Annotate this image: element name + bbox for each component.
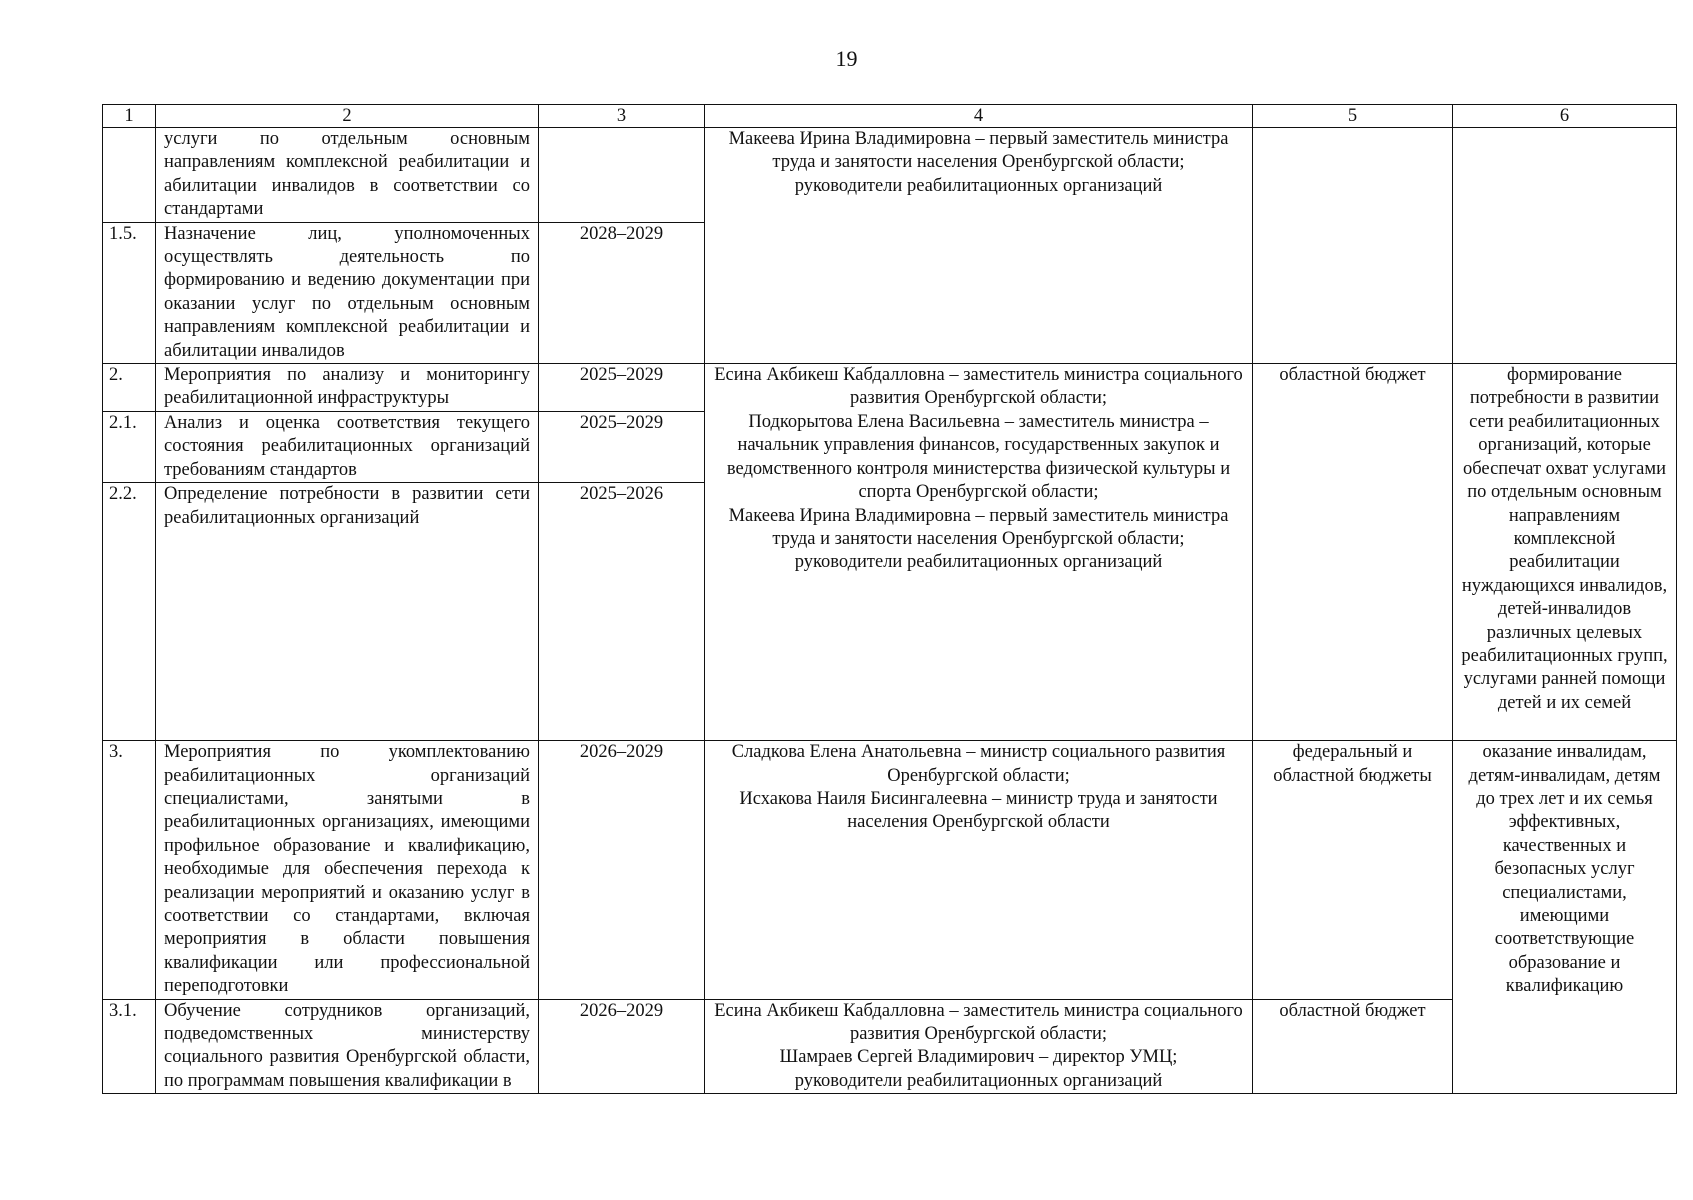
measure-years: 2026–2029 [539,999,705,1094]
funding-source [1253,128,1453,364]
column-header-4: 4 [705,105,1253,128]
row-number: 3.1. [103,999,156,1094]
measure-description: Назначение лиц, уполномоченных осуществлять деятельность по формированию и ведению документации при оказании услуг по отдельным основным направлениям комплексной реабилитации и абилитации инвалидов [156,222,539,363]
responsible-persons: Есина Акбикеш Кабдалловна – заместитель министра социального развития Оренбургской области; Подкорытова Елена Васильевна – заместитель министра – начальник управления финансов, государственных закупок и ведомственного контроля министерства физической культуры и спорта Оренбургской области; Макеева Ирина Владимировна – первый заместитель министра труда и занятости населения Оренбургской области; руководители реабилитационных организаций [705,364,1253,741]
measure-years: 2025–2029 [539,364,705,412]
column-header-3: 3 [539,105,705,128]
column-header-1: 1 [103,105,156,128]
measures-table [102,104,1677,1094]
column-number-header-row [103,105,1677,128]
responsible-persons: Есина Акбикеш Кабдалловна – заместитель министра социального развития Оренбургской области; Шамраев Сергей Владимирович – директор УМЦ; руководители реабилитационных организаций [705,999,1253,1094]
measure-years: 2025–2029 [539,411,705,482]
responsible-persons: Сладкова Елена Анатольевна – министр социального развития Оренбургской области; Исхакова Наиля Бисингалеевна – министр труда и занятости населения Оренбургской области [705,741,1253,999]
column-header-2: 2 [156,105,539,128]
measure-years: 2025–2026 [539,483,705,741]
table-row [103,741,1677,999]
row-number: 1.5. [103,222,156,363]
measure-years [539,128,705,223]
funding-source: областной бюджет [1253,999,1453,1094]
table-row [103,999,1677,1094]
column-header-6: 6 [1453,105,1677,128]
row-number [103,128,156,223]
expected-result: оказание инвалидам, детям-инвалидам, детям до трех лет и их семья эффективных, качественных и безопасных услуг специалистами, имеющими соответствующие образование и квалификацию [1453,741,1677,1094]
funding-source: федеральный и областной бюджеты [1253,741,1453,999]
measure-description: услуги по отдельным основным направлениям комплексной реабилитации и абилитации инвалидов в соответствии со стандартами [156,128,539,223]
expected-result [1453,128,1677,364]
measure-description: Мероприятия по укомплектованию реабилитационных организаций специалистами, занятыми в реабилитационных организациях, имеющими профильное образование и квалификацию, необходимые для обеспечения перехода к реализации мероприятий и оказанию услуг в соответствии со стандартами, включая мероприятия в области повышения квалификации или профессиональной переподготовки [156,741,539,999]
measure-description: Обучение сотрудников организаций, подведомственных министерству социального развития Оренбургской области, по программам повышения квалификации в [156,999,539,1094]
table-row [103,364,1677,412]
funding-source: областной бюджет [1253,364,1453,741]
page-number: 19 [835,46,858,71]
row-number: 3. [103,741,156,999]
row-number: 2.1. [103,411,156,482]
measure-years: 2028–2029 [539,222,705,363]
table-row [103,128,1677,223]
responsible-persons: Макеева Ирина Владимировна – первый заместитель министра труда и занятости населения Оренбургской области; руководители реабилитационных организаций [705,128,1253,364]
measure-description: Определение потребности в развитии сети реабилитационных организаций [156,483,539,741]
row-number: 2. [103,364,156,412]
column-header-5: 5 [1253,105,1453,128]
measure-description: Анализ и оценка соответствия текущего состояния реабилитационных организаций требованиям стандартов [156,411,539,482]
measure-description: Мероприятия по анализу и мониторингу реабилитационной инфраструктуры [156,364,539,412]
expected-result: формирование потребности в развитии сети реабилитационных организаций, которые обеспечат охват услугами по отдельным основным направлениям комплексной реабилитации нуждающихся инвалидов, детей-инвалидов различных целевых реабилитационных групп, услугами ранней помощи детей и их семей [1453,364,1677,741]
row-number: 2.2. [103,483,156,741]
measure-years: 2026–2029 [539,741,705,999]
